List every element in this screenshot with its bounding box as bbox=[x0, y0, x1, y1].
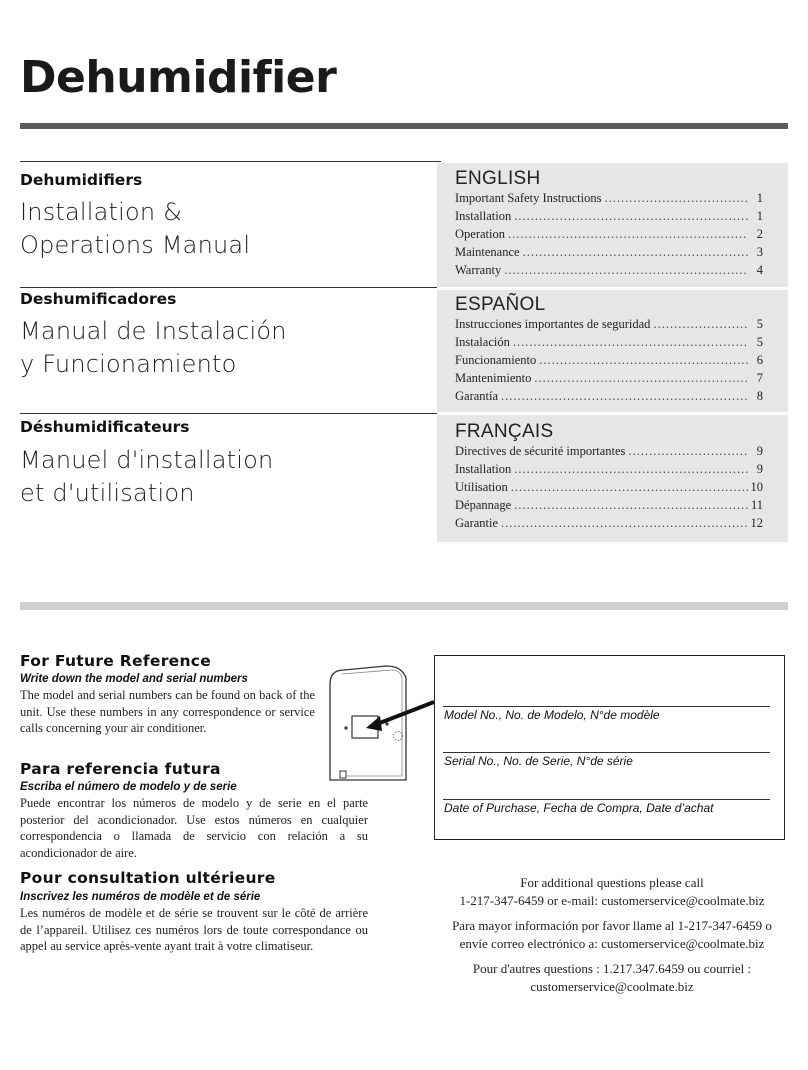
toc-leader bbox=[514, 498, 748, 513]
serial-number-label: Serial No., No. de Serie, N°de série bbox=[444, 754, 633, 768]
toc-leader bbox=[534, 371, 748, 386]
manual-title-french-line2: et d'utilisation bbox=[20, 479, 195, 507]
toc-entry-title: Installation bbox=[455, 462, 512, 476]
toc-entry-page: 2 bbox=[756, 227, 763, 241]
toc-entry-page: 8 bbox=[756, 389, 763, 403]
toc-entry[interactable] bbox=[455, 498, 763, 516]
reference-heading-english: For Future Reference bbox=[20, 652, 212, 670]
toc-leader bbox=[605, 191, 749, 206]
section-divider bbox=[20, 602, 788, 610]
toc-entry-title: Mantenimiento bbox=[455, 371, 532, 385]
toc-entry[interactable] bbox=[455, 389, 763, 407]
reference-heading-spanish: Para referencia futura bbox=[20, 760, 221, 778]
manual-title-french-line1: Manuel d'installation bbox=[20, 446, 274, 474]
toc-entry-title: Directives de sécurité importantes bbox=[455, 444, 626, 458]
toc-entry-page: 4 bbox=[756, 263, 763, 277]
lang-heading-spanish: Deshumificadores bbox=[20, 290, 177, 308]
toc-entry[interactable] bbox=[455, 245, 763, 263]
contact-english-line2[interactable]: 1-217-347-6459 or e-mail: customerservice@coolmate.biz bbox=[459, 893, 765, 908]
divider bbox=[20, 287, 441, 288]
reference-heading-french: Pour consultation ultérieure bbox=[20, 869, 276, 887]
contact-spanish bbox=[437, 917, 787, 953]
toc-leader bbox=[511, 480, 748, 495]
toc-leader bbox=[501, 516, 747, 531]
contact-spanish-line1: Para mayor información por favor llame al 1-217-347-6459 o bbox=[452, 918, 772, 933]
divider bbox=[20, 161, 441, 162]
purchase-date-line[interactable] bbox=[443, 799, 770, 800]
toc-entry[interactable] bbox=[455, 335, 763, 353]
toc-entry-title: Operation bbox=[455, 227, 505, 241]
toc-leader bbox=[514, 209, 748, 224]
page-title: Dehumidifier bbox=[20, 52, 337, 103]
toc-entry-page: 1 bbox=[756, 209, 763, 223]
toc-leader bbox=[653, 317, 748, 332]
contact-spanish-line2[interactable]: envíe correo electrónico a: customerservice@coolmate.biz bbox=[459, 936, 765, 951]
toc-divider bbox=[437, 412, 788, 415]
toc-entry[interactable] bbox=[455, 516, 763, 534]
lang-heading-english: Dehumidifiers bbox=[20, 171, 143, 189]
toc-entry-title: Utilisation bbox=[455, 480, 508, 494]
toc-entry[interactable] bbox=[455, 353, 763, 371]
model-number-line[interactable] bbox=[443, 706, 770, 707]
toc-leader bbox=[523, 245, 748, 260]
toc-entry[interactable] bbox=[455, 263, 763, 281]
toc-entry-page: 5 bbox=[756, 335, 763, 349]
toc-entry-title: Dépannage bbox=[455, 498, 512, 512]
toc-entry-page: 6 bbox=[756, 353, 763, 367]
model-number-label: Model No., No. de Modelo, N°de modèle bbox=[444, 708, 660, 722]
toc-entry[interactable] bbox=[455, 444, 763, 462]
purchase-date-label: Date of Purchase, Fecha de Compra, Date d’achat bbox=[444, 801, 714, 815]
toc-entry[interactable] bbox=[455, 317, 763, 335]
contact-english bbox=[437, 874, 787, 910]
contact-french bbox=[437, 960, 787, 996]
toc-heading-english: ENGLISH bbox=[455, 168, 541, 189]
toc-leader bbox=[501, 389, 748, 404]
reference-body-spanish: Puede encontrar los números de modelo y de serie en el parte posterior del acondicionador. Use estos números en cualquier correspondencia o llamada de servicio con relación a su acondicionador de aire. bbox=[20, 796, 368, 860]
toc-leader bbox=[628, 444, 748, 459]
toc-entry-page: 9 bbox=[756, 444, 763, 458]
dehumidifier-back-illustration bbox=[326, 664, 440, 784]
reference-subheading-french: Inscrivez les numéros de modèle et de série bbox=[20, 891, 261, 903]
toc-entry-title: Garantía bbox=[455, 389, 499, 403]
toc-entry[interactable] bbox=[455, 209, 763, 227]
toc-entry-title: Installation bbox=[455, 209, 512, 223]
contact-english-line1: For additional questions please call bbox=[520, 875, 704, 890]
toc-entry-title: Maintenance bbox=[455, 245, 520, 259]
reference-subheading-spanish: Escriba el número de modelo y de serie bbox=[20, 781, 237, 793]
contact-french-line2[interactable]: customerservice@coolmate.biz bbox=[530, 979, 694, 994]
toc-leader bbox=[539, 353, 748, 368]
toc-entry-page: 5 bbox=[756, 317, 763, 331]
divider bbox=[20, 413, 441, 414]
toc-entry[interactable] bbox=[455, 191, 763, 209]
toc-heading-french: FRANÇAIS bbox=[455, 421, 554, 442]
toc-leader bbox=[514, 462, 748, 477]
toc-entry-title: Garantie bbox=[455, 516, 499, 530]
toc-entry-page: 7 bbox=[756, 371, 763, 385]
manual-title-spanish-line2: y Funcionamiento bbox=[20, 350, 237, 378]
manual-title-spanish-line1: Manual de Instalación bbox=[20, 317, 287, 345]
reference-body-french: Les numéros de modèle et de série se trouvent sur le côté de arrière de l’appareil. Utilisez ces numéros lors de toute correspondance ou appel au service après-vente ayant trait à votre climatiseur. bbox=[20, 906, 368, 953]
toc-leader bbox=[504, 263, 748, 278]
toc-entry-page: 12 bbox=[750, 516, 763, 530]
manual-title-english-line1: Installation & bbox=[20, 198, 183, 226]
lang-heading-french: Déshumidificateurs bbox=[20, 418, 190, 436]
serial-number-line[interactable] bbox=[443, 752, 770, 753]
toc-heading-spanish: ESPAÑOL bbox=[455, 294, 546, 315]
toc-entry[interactable] bbox=[455, 371, 763, 389]
toc-entry-page: 3 bbox=[756, 245, 763, 259]
toc-entry-title: Instrucciones importantes de seguridad bbox=[455, 317, 651, 331]
toc-entry-page: 11 bbox=[750, 498, 763, 512]
toc-entry-title: Important Safety Instructions bbox=[455, 191, 602, 205]
toc-leader bbox=[513, 335, 748, 350]
toc-entry-page: 1 bbox=[756, 191, 763, 205]
toc-entry-page: 9 bbox=[756, 462, 763, 476]
toc-entry[interactable] bbox=[455, 227, 763, 245]
reference-subheading-english: Write down the model and serial numbers bbox=[20, 673, 248, 685]
toc-leader bbox=[508, 227, 748, 242]
reference-body-english: The model and serial numbers can be found on back of the unit. Use these numbers in any correspondence or service calls concerning your air conditioner. bbox=[20, 688, 315, 735]
toc-entry[interactable] bbox=[455, 480, 763, 498]
toc-entry-title: Instalación bbox=[455, 335, 510, 349]
title-rule bbox=[20, 123, 788, 129]
contact-french-line1: Pour d'autres questions : 1.217.347.6459 ou courriel : bbox=[472, 961, 752, 976]
manual-title-english-line2: Operations Manual bbox=[20, 231, 251, 259]
toc-divider bbox=[437, 287, 788, 290]
toc-entry-title: Warranty bbox=[455, 263, 502, 277]
toc-entry[interactable] bbox=[455, 462, 763, 480]
toc-entry-title: Funcionamiento bbox=[455, 353, 537, 367]
toc-entry-page: 10 bbox=[750, 480, 763, 494]
